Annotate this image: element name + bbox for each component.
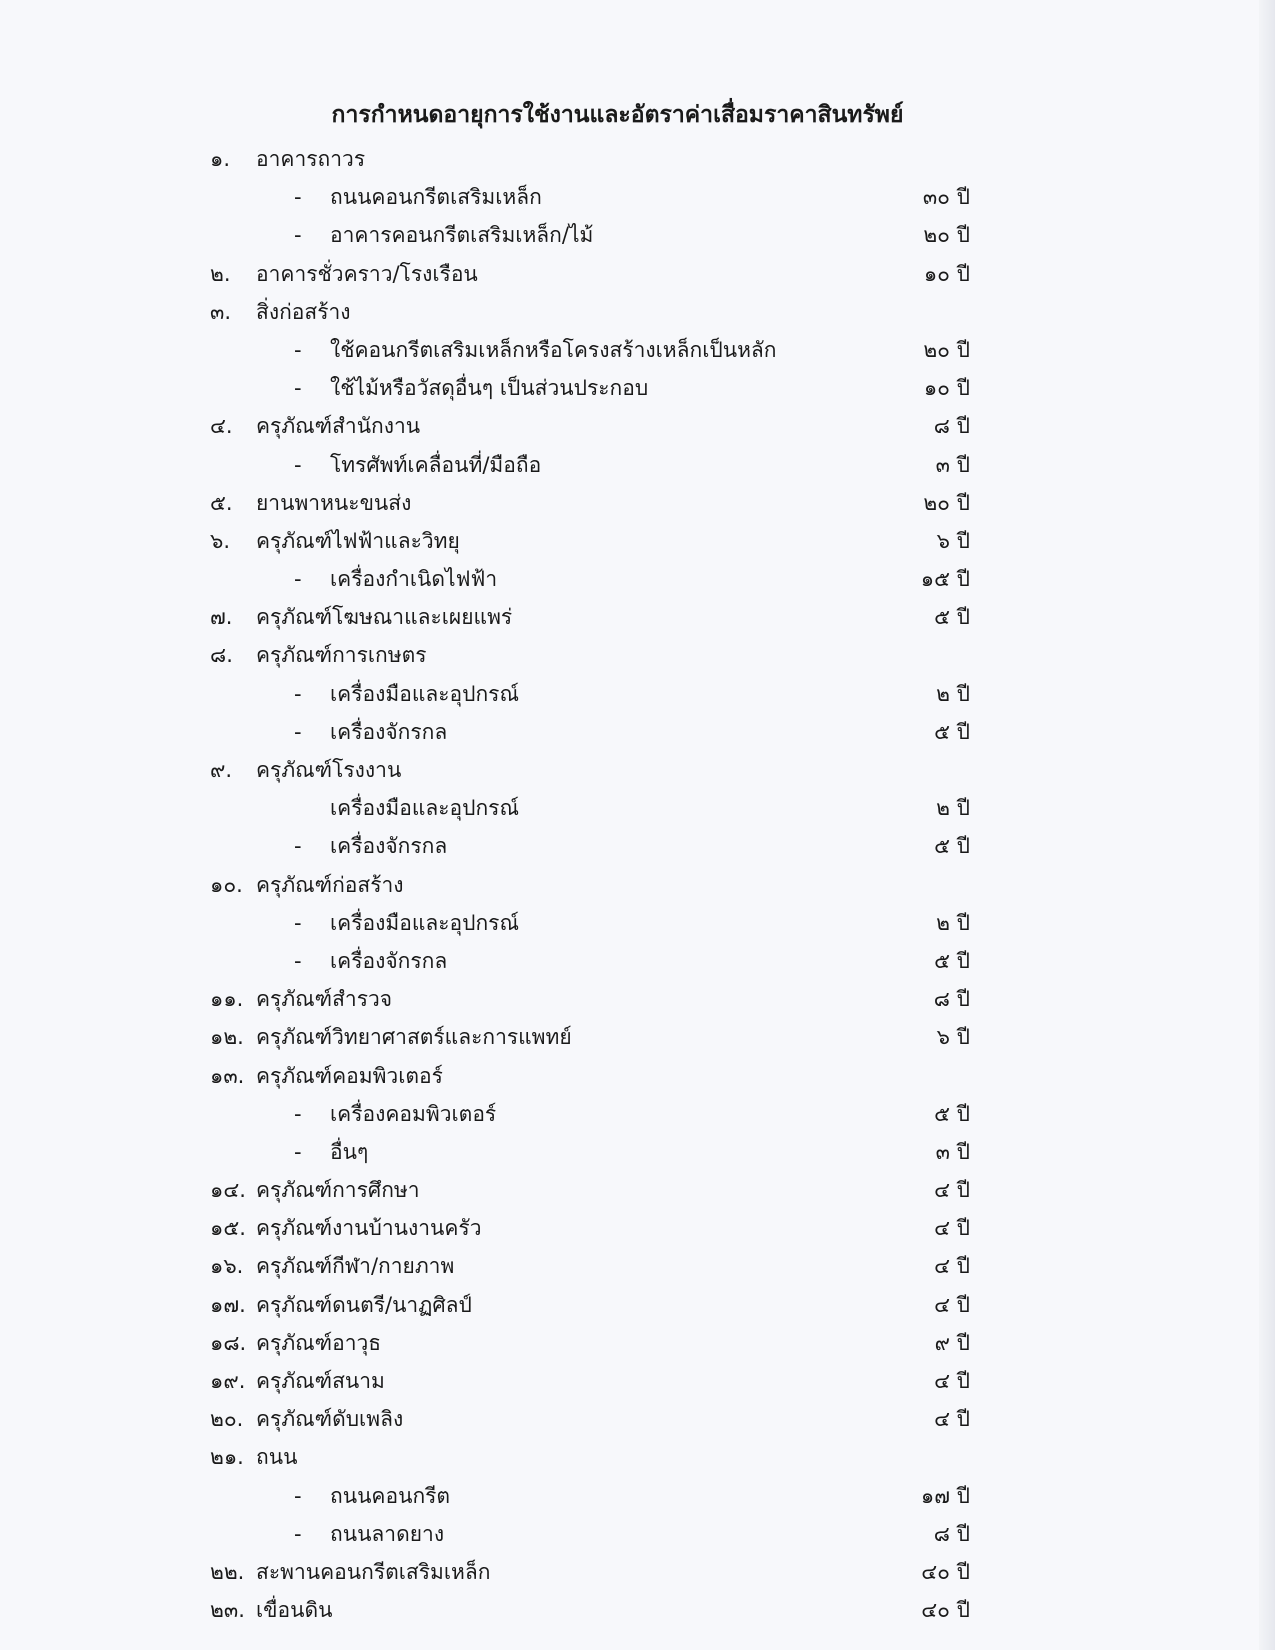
list-subitem	[210, 713, 970, 751]
item-label: ครุภัณฑ์สนาม	[256, 1369, 385, 1393]
useful-life-value: ๑๐ ปี	[923, 261, 970, 286]
item-number: ๑๖.	[210, 1254, 244, 1279]
list-item	[210, 293, 970, 331]
item-number: ๑๓.	[210, 1063, 245, 1088]
list-item	[210, 1438, 970, 1476]
asset-life-list	[210, 140, 970, 1629]
list-item	[210, 866, 970, 904]
item-number: ๓.	[210, 299, 232, 324]
subitem-label: เครื่องจักรกล	[330, 834, 448, 859]
subitem-label: อื่นๆ	[330, 1139, 369, 1164]
useful-life-value: ๒๐ ปี	[923, 490, 970, 515]
item-label: ครุภัณฑ์การศึกษา	[256, 1178, 420, 1203]
useful-life-value: ๕ ปี	[934, 605, 970, 630]
useful-life-value: ๖ ปี	[936, 1025, 970, 1050]
page-title: การกำหนดอายุการใช้งานและอัตราค่าเสื่อมราคาสินทรัพย์	[331, 102, 904, 128]
item-label: สะพานคอนกรีตเสริมเหล็ก	[256, 1559, 491, 1584]
useful-life-value: ๔๐ ปี	[921, 1559, 970, 1584]
list-subitem	[210, 1477, 970, 1515]
item-number: ๑๑.	[210, 987, 244, 1012]
subitem-dash: -	[294, 223, 302, 248]
useful-life-value: ๘ ปี	[933, 1521, 970, 1546]
subitem-dash: -	[294, 452, 302, 477]
useful-life-value: ๔๐ ปี	[921, 1598, 970, 1623]
item-label: ครุภัณฑ์วิทยาศาสตร์และการแพทย์	[256, 1025, 572, 1050]
item-number: ๒.	[210, 261, 231, 286]
item-label: ครุภัณฑ์โรงงาน	[256, 758, 402, 782]
item-label: ครุภัณฑ์สำนักงาน	[256, 414, 421, 439]
list-item	[210, 636, 970, 674]
useful-life-value: ๕ ปี	[934, 948, 970, 973]
item-label: ครุภัณฑ์ไฟฟ้าและวิทยุ	[256, 528, 460, 553]
list-item	[210, 1209, 970, 1247]
list-subitem	[210, 789, 970, 827]
subitem-dash: -	[294, 1521, 302, 1546]
subitem-dash: -	[294, 1139, 302, 1164]
useful-life-value: ๘ ปี	[933, 414, 970, 439]
list-item	[210, 1591, 970, 1629]
useful-life-value: ๒๐ ปี	[923, 223, 970, 248]
useful-life-value: ๕ ปี	[934, 1101, 970, 1126]
useful-life-value: ๘ ปี	[933, 987, 970, 1012]
item-number: ๑.	[210, 147, 231, 171]
item-number: ๕.	[210, 490, 233, 515]
item-number: ๖.	[210, 528, 231, 553]
list-subitem	[210, 675, 970, 713]
list-item	[210, 1286, 970, 1324]
item-number: ๑๐.	[210, 872, 243, 897]
list-subitem	[210, 904, 970, 942]
list-subitem	[210, 1133, 970, 1171]
item-number: ๙.	[210, 758, 233, 782]
subitem-dash: -	[294, 1483, 302, 1508]
list-item	[210, 1018, 970, 1056]
list-subitem	[210, 1515, 970, 1553]
subitem-label: เครื่องจักรกล	[330, 948, 448, 973]
subitem-dash: -	[294, 1101, 302, 1126]
useful-life-value: ๒ ปี	[936, 796, 970, 821]
item-label: ครุภัณฑ์อาวุธ	[256, 1330, 382, 1355]
list-item	[210, 598, 970, 636]
item-number: ๗.	[210, 605, 233, 630]
useful-life-value: ๔ ปี	[934, 1407, 970, 1432]
useful-life-value: ๔ ปี	[934, 1254, 970, 1279]
item-number: ๑๗.	[210, 1292, 246, 1317]
subitem-dash: -	[294, 681, 302, 706]
useful-life-value: ๒๐ ปี	[923, 337, 970, 362]
list-subitem	[210, 560, 970, 598]
subitem-dash: -	[294, 185, 302, 210]
subitem-label: ถนนลาดยาง	[330, 1521, 445, 1546]
item-label: เขื่อนดิน	[256, 1598, 333, 1623]
useful-life-value: ๒ ปี	[936, 910, 970, 935]
useful-life-value: ๒ ปี	[936, 681, 970, 706]
useful-life-value: ๓ ปี	[935, 1139, 970, 1164]
item-label: ครุภัณฑ์ดนตรี/นาฏศิลป์	[256, 1292, 472, 1317]
item-number: ๒๓.	[210, 1598, 245, 1623]
subitem-dash: -	[294, 567, 302, 592]
subitem-label: ถนนคอนกรีต	[330, 1483, 451, 1508]
item-label: ครุภัณฑ์กีฬา/กายภาพ	[256, 1254, 455, 1279]
list-item	[210, 407, 970, 445]
useful-life-value: ๔ ปี	[934, 1216, 970, 1241]
subitem-dash: -	[294, 376, 302, 401]
list-item	[210, 522, 970, 560]
item-number: ๑๕.	[210, 1216, 246, 1241]
subitem-dash: -	[294, 948, 302, 973]
subitem-label: เครื่องมือและอุปกรณ์	[330, 910, 519, 935]
useful-life-value: ๙ ปี	[934, 1330, 970, 1355]
subitem-dash: -	[294, 719, 302, 744]
useful-life-value: ๖ ปี	[936, 528, 970, 553]
item-number: ๒๒.	[210, 1559, 245, 1584]
item-number: ๑๘.	[210, 1330, 247, 1355]
subitem-label: อาคารคอนกรีตเสริมเหล็ก/ไม้	[330, 223, 594, 248]
useful-life-value: ๑๐ ปี	[923, 376, 970, 401]
list-item	[210, 980, 970, 1018]
list-item	[210, 1553, 970, 1591]
list-item	[210, 1171, 970, 1209]
subitem-label: เครื่องมือและอุปกรณ์	[330, 681, 519, 706]
list-subitem	[210, 331, 970, 369]
item-label: อาคารชั่วคราว/โรงเรือน	[256, 261, 478, 286]
scan-edge	[1259, 0, 1275, 1650]
subitem-label: ใช้คอนกรีตเสริมเหล็กหรือโครงสร้างเหล็กเป็นหลัก	[330, 337, 777, 362]
list-subitem	[210, 178, 970, 216]
subitem-label: เครื่องกำเนิดไฟฟ้า	[330, 567, 498, 592]
useful-life-value: ๔ ปี	[934, 1178, 970, 1203]
subitem-label: เครื่องจักรกล	[330, 719, 448, 744]
list-item	[210, 1324, 970, 1362]
item-number: ๔.	[210, 414, 233, 439]
item-number: ๑๙.	[210, 1369, 246, 1393]
list-subitem	[210, 1095, 970, 1133]
item-number: ๒๑.	[210, 1445, 244, 1470]
item-label: ครุภัณฑ์งานบ้านงานครัว	[256, 1216, 482, 1241]
item-number: ๘.	[210, 643, 233, 668]
subitem-dash: -	[294, 834, 302, 859]
useful-life-value: ๑๕ ปี	[920, 567, 970, 592]
list-item	[210, 255, 970, 293]
useful-life-value: ๑๗ ปี	[920, 1483, 970, 1508]
list-subitem	[210, 216, 970, 254]
subitem-label: เครื่องมือและอุปกรณ์	[330, 796, 519, 821]
useful-life-value: ๕ ปี	[934, 719, 970, 744]
item-label: ยานพาหนะขนส่ง	[256, 490, 412, 515]
subitem-label: โทรศัพท์เคลื่อนที่/มือถือ	[330, 452, 542, 477]
list-item	[210, 751, 970, 789]
item-label: ครุภัณฑ์โฆษณาและเผยแพร่	[256, 605, 513, 630]
item-label: ครุภัณฑ์คอมพิวเตอร์	[256, 1063, 443, 1088]
list-item	[210, 1057, 970, 1095]
list-item	[210, 140, 970, 178]
item-number: ๑๒.	[210, 1025, 244, 1050]
useful-life-value: ๔ ปี	[934, 1292, 970, 1317]
item-label: สิ่งก่อสร้าง	[256, 299, 351, 324]
useful-life-value: ๓๐ ปี	[922, 185, 970, 210]
item-label: ครุภัณฑ์การเกษตร	[256, 643, 427, 668]
item-number: ๑๔.	[210, 1178, 246, 1203]
list-item	[210, 484, 970, 522]
subitem-dash: -	[294, 910, 302, 935]
item-number: ๒๐.	[210, 1407, 244, 1432]
list-item	[210, 1400, 970, 1438]
useful-life-value: ๓ ปี	[935, 452, 970, 477]
subitem-dash: -	[294, 337, 302, 362]
item-label: อาคารถาวร	[256, 147, 366, 171]
subitem-label: ถนนคอนกรีตเสริมเหล็ก	[330, 185, 542, 210]
list-subitem	[210, 369, 970, 407]
list-item	[210, 1247, 970, 1285]
list-subitem	[210, 827, 970, 865]
item-label: ครุภัณฑ์ดับเพลิง	[256, 1407, 404, 1432]
list-subitem	[210, 942, 970, 980]
useful-life-value: ๕ ปี	[934, 834, 970, 859]
item-label: ครุภัณฑ์สำรวจ	[256, 987, 393, 1012]
item-label: ครุภัณฑ์ก่อสร้าง	[256, 872, 404, 897]
subitem-label: เครื่องคอมพิวเตอร์	[330, 1101, 497, 1126]
subitem-label: ใช้ไม้หรือวัสดุอื่นๆ เป็นส่วนประกอบ	[330, 376, 649, 401]
list-subitem	[210, 446, 970, 484]
useful-life-value: ๔ ปี	[934, 1369, 970, 1393]
item-label: ถนน	[256, 1445, 298, 1470]
list-item	[210, 1362, 970, 1400]
